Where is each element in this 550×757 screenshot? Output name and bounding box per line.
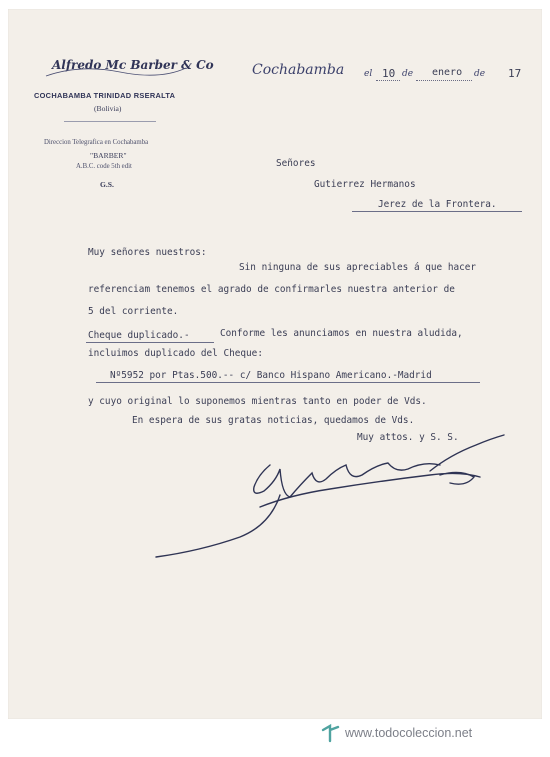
signature [140,425,510,565]
greeting: Muy señores nuestros: [88,247,207,258]
recipient-name: Gutierrez Hermanos [314,179,416,190]
body-line-4: Conforme les anunciamos en nuestra aludida, [220,328,463,339]
company-name: Alfredo Mc Barber & Co [52,58,214,72]
date-day-dots [376,80,400,81]
body-line-2: referenciam tenemos el agrado de confirmarles nuestra anterior de [88,284,455,295]
date-month-dots [416,80,472,81]
cheque-heading-underline [86,342,214,343]
letterhead-flourish [40,58,190,78]
date-el: el [364,69,373,79]
body-line-6: y cuyo original lo suponemos mientras tanto en poder de Vds. [88,396,427,407]
date-place: Cochabamba [252,62,345,78]
cheque-detail-underline [96,382,480,383]
letterhead-divider [64,121,156,122]
date-month: enero [432,67,463,78]
closing: Muy attos. y S. S. [357,432,459,443]
letter-sheet [8,9,542,719]
cheque-heading: Cheque duplicado.- [88,330,190,341]
body-line-1: Sin ninguna de sus apreciables á que hacer [239,262,477,273]
recipient-title: Señores [276,158,316,169]
date-de-1: de [402,69,414,79]
body-line-3: 5 del corriente. [88,306,179,317]
telegraph-code-name: "BARBER" [90,151,127,160]
cheque-detail: Nº5952 por Ptas.500.-- c/ Banco Hispano Americano.-Madrid [110,370,432,381]
watermark-text: www.todocoleccion.net [345,726,473,740]
watermark-logo [320,722,342,744]
letterhead-initials: G.S. [100,180,114,189]
recipient-city: Jerez de la Frontera. [378,199,497,210]
company-country: (Bolivia) [94,104,122,113]
date-day: 10 [382,67,396,80]
telegraph-address: Direccion Telegrafica en Cochabamba [44,139,149,146]
recipient-city-underline [352,211,522,212]
body-line-7: En espera de sus gratas noticias, quedamos de Vds. [132,415,415,426]
telegraph-code-book: A.B.C. code 5th edit [76,163,132,170]
company-cities: COCHABAMBA TRINIDAD RSERALTA [34,91,176,100]
date-de-2: de [474,69,486,79]
body-line-5: incluimos duplicado del Cheque: [88,348,263,359]
date-year: 17 [508,67,522,80]
